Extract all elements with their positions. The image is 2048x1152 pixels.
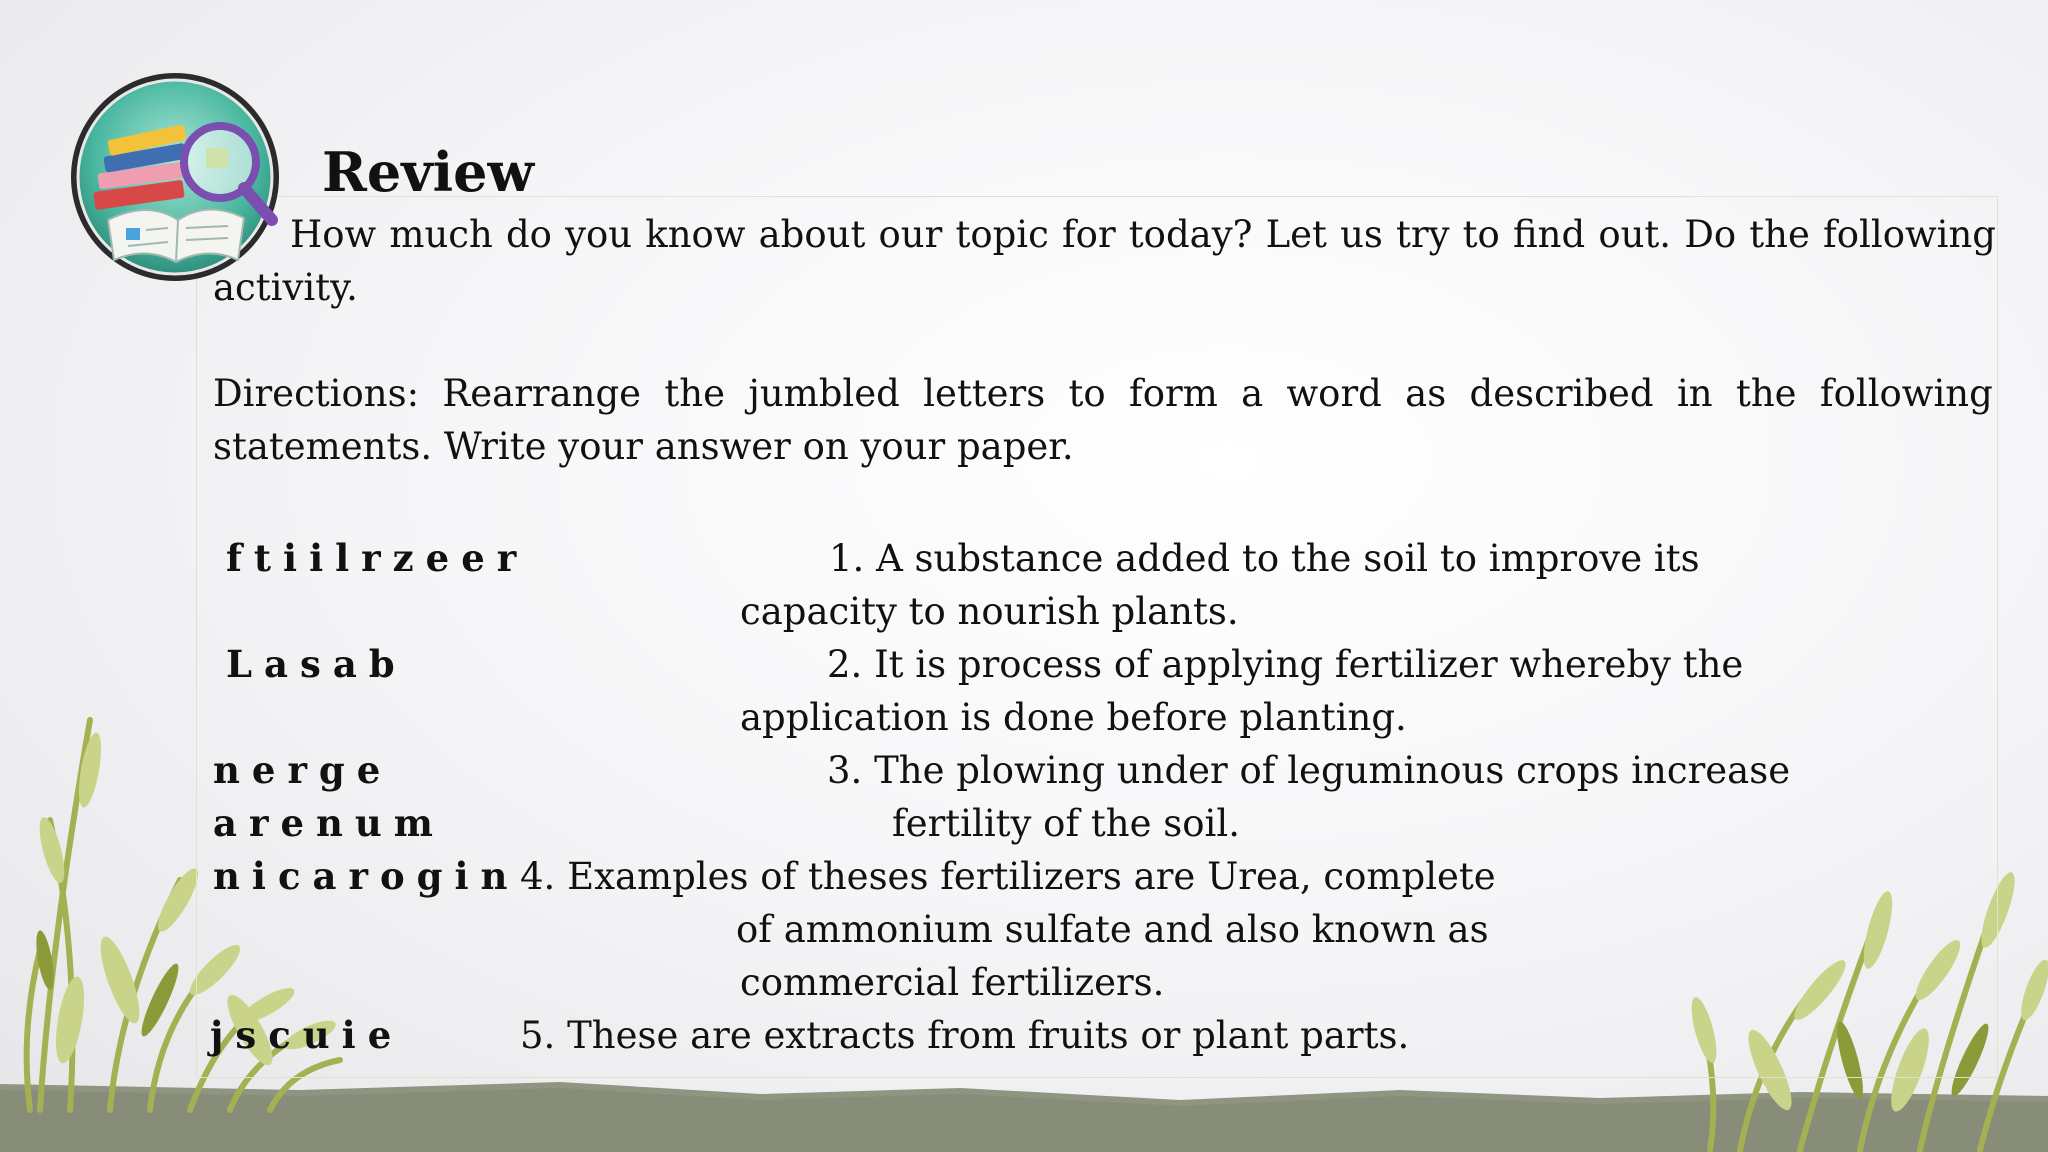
statement-4-line-1: 4. Examples of theses fertilizers are Urea, complete bbox=[520, 855, 1496, 898]
directions-word: a bbox=[1241, 372, 1264, 415]
directions-line-1 bbox=[213, 367, 1993, 420]
directions-word: letters bbox=[923, 372, 1046, 415]
jumbled-word: jscuie bbox=[210, 1013, 404, 1057]
books-magnifier-icon bbox=[68, 70, 282, 284]
intro-line-1: How much do you know about our topic for today? Let us try to find out. Do the following bbox=[290, 213, 1996, 256]
statement-2-line-1: 2. It is process of applying fertilizer whereby the bbox=[827, 643, 1744, 686]
slide-title: Review bbox=[322, 140, 534, 204]
directions-word: to bbox=[1068, 372, 1106, 415]
jumbled-word: Lasab bbox=[226, 642, 407, 686]
directions-word: described bbox=[1469, 372, 1654, 415]
jumbled-word: nicarogin bbox=[213, 854, 520, 898]
statement-4-line-3: commercial fertilizers. bbox=[740, 961, 1165, 1004]
directions-word: the bbox=[1735, 372, 1797, 415]
directions-word: in bbox=[1676, 372, 1713, 415]
statement-1-line-1: 1. A substance added to the soil to improve its bbox=[829, 537, 1700, 580]
jumbled-word: nerge bbox=[213, 748, 393, 792]
directions-line-2: statements. Write your answer on your paper. bbox=[213, 425, 1074, 468]
statement-5-line-1: 5. These are extracts from fruits or plant parts. bbox=[520, 1014, 1410, 1057]
directions-word: form bbox=[1129, 372, 1218, 415]
statement-2-line-2: application is done before planting. bbox=[740, 696, 1407, 739]
directions-word: Rearrange bbox=[442, 372, 642, 415]
intro-line-2: activity. bbox=[213, 266, 358, 309]
jumbled-word: arenum bbox=[213, 801, 445, 845]
jumbled-word: ftiilrzeer bbox=[226, 536, 529, 580]
directions-word: word bbox=[1286, 372, 1382, 415]
directions-word: jumbled bbox=[748, 372, 900, 415]
statement-3-line-1: 3. The plowing under of leguminous crops increase bbox=[827, 749, 1791, 792]
statement-1-line-2: capacity to nourish plants. bbox=[740, 590, 1239, 633]
directions-word: the bbox=[664, 372, 726, 415]
directions-word: following bbox=[1819, 372, 1993, 415]
statement-4-line-2: of ammonium sulfate and also known as bbox=[736, 908, 1489, 951]
directions-word: Directions: bbox=[213, 372, 420, 415]
statement-3-line-2: fertility of the soil. bbox=[892, 802, 1240, 845]
directions-word: as bbox=[1405, 372, 1447, 415]
